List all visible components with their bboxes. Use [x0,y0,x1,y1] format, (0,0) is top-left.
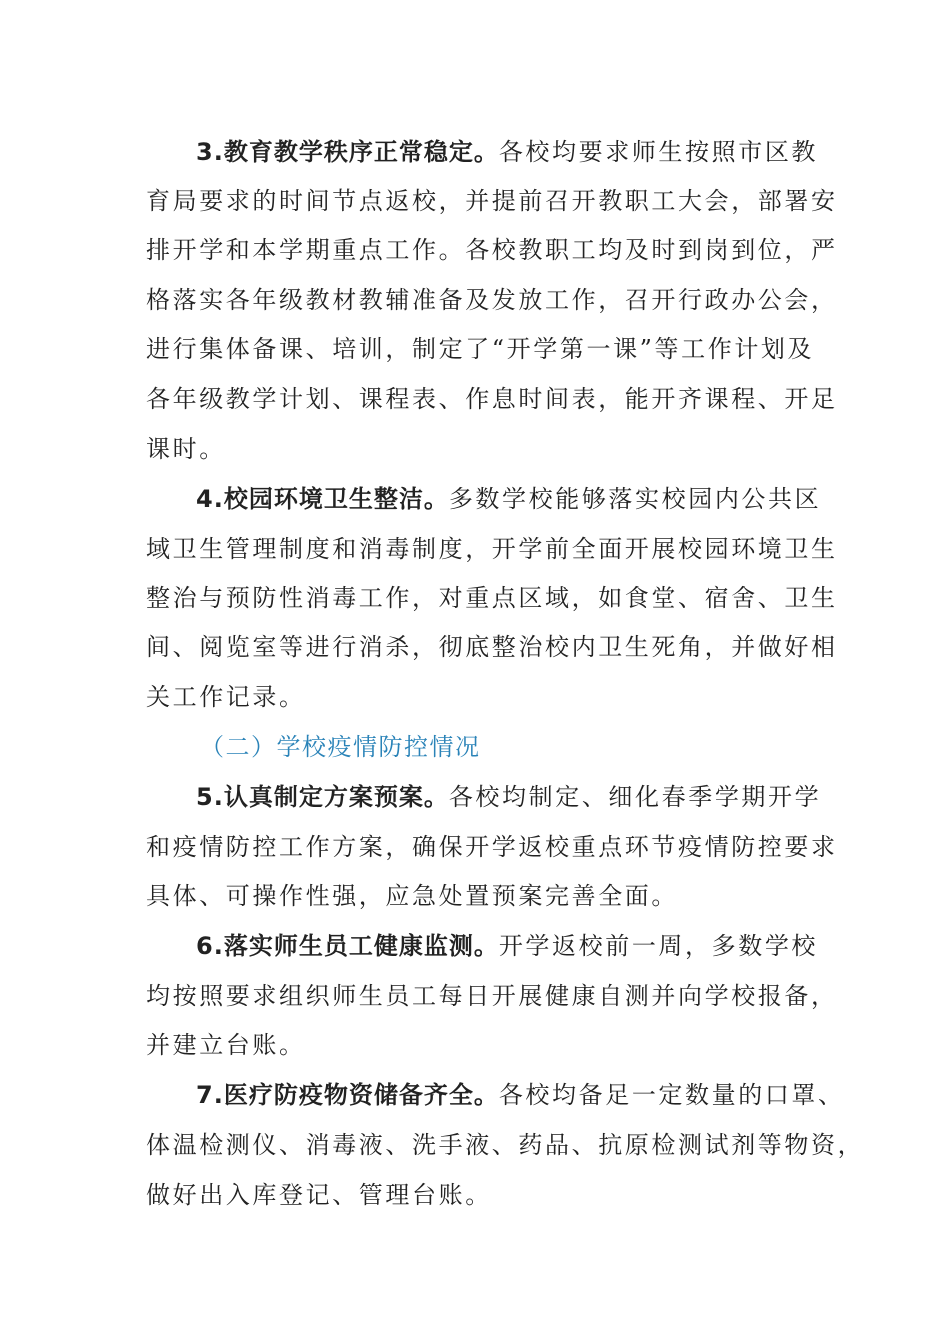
paragraph-3-line-5: 进行集体备课、培训，制定了“开学第一课”等工作计划及 [146,335,815,363]
paragraph-4-text: 多数学校能够落实校园内公共区 [448,485,822,513]
paragraph-4-line-5: 关工作记录。 [146,683,306,711]
paragraph-6-text: 开学返校前一周，多数学校 [498,932,819,960]
paragraph-7-lead: 7.医疗防疫物资储备齐全。 [196,1081,499,1109]
paragraph-3-lead: 3.教育教学秩序正常稳定。 [196,138,499,166]
paragraph-3-line-4: 格落实各年级教材教辅准备及发放工作，召开行政办公会， [146,286,838,314]
paragraph-3-line-2: 育局要求的时间节点返校，并提前召开教职工大会，部署安 [146,187,838,215]
paragraph-7-line-2: 体温检测仪、消毒液、洗手液、药品、抗原检测试剂等物资， [146,1131,865,1159]
paragraph-5-line-1 [196,772,822,822]
paragraph-3-text: 各校均要求师生按照市区教 [498,138,819,166]
paragraph-4-line-2: 域卫生管理制度和消毒制度，开学前全面开展校园环境卫生 [146,535,838,563]
paragraph-6-line-3: 并建立台账。 [146,1031,306,1059]
paragraph-3-line-1 [196,127,819,177]
paragraph-5-line-3: 具体、可操作性强，应急处置预案完善全面。 [146,882,678,910]
paragraph-4-line-4: 间、阅览室等进行消杀，彻底整治校内卫生死角，并做好相 [146,633,838,661]
paragraph-6-line-2: 均按照要求组织师生员工每日开展健康自测并向学校报备， [146,982,838,1010]
section-heading: （二）学校疫情防控情况 [200,733,481,761]
paragraph-5-text: 各校均制定、细化春季学期开学 [448,783,822,811]
paragraph-4-line-1 [196,474,822,524]
paragraph-3-line-7: 课时。 [146,435,226,463]
paragraph-6-lead: 6.落实师生员工健康监测。 [196,932,499,960]
paragraph-7-line-3: 做好出入库登记、管理台账。 [146,1181,492,1209]
paragraph-4-lead: 4.校园环境卫生整洁。 [196,485,449,513]
paragraph-5-line-2: 和疫情防控工作方案，确保开学返校重点环节疫情防控要求 [146,833,838,861]
paragraph-4-line-3: 整治与预防性消毒工作，对重点区域，如食堂、宿舍、卫生 [146,584,838,612]
paragraph-7-line-1 [196,1070,845,1120]
paragraph-3-line-6: 各年级教学计划、课程表、作息时间表，能开齐课程、开足 [146,385,838,413]
paragraph-6-line-1 [196,921,819,971]
paragraph-5-lead: 5.认真制定方案预案。 [196,783,449,811]
paragraph-7-text: 各校均备足一定数量的口罩、 [498,1081,845,1109]
paragraph-3-line-3: 排开学和本学期重点工作。各校教职工均及时到岗到位，严 [146,236,838,264]
